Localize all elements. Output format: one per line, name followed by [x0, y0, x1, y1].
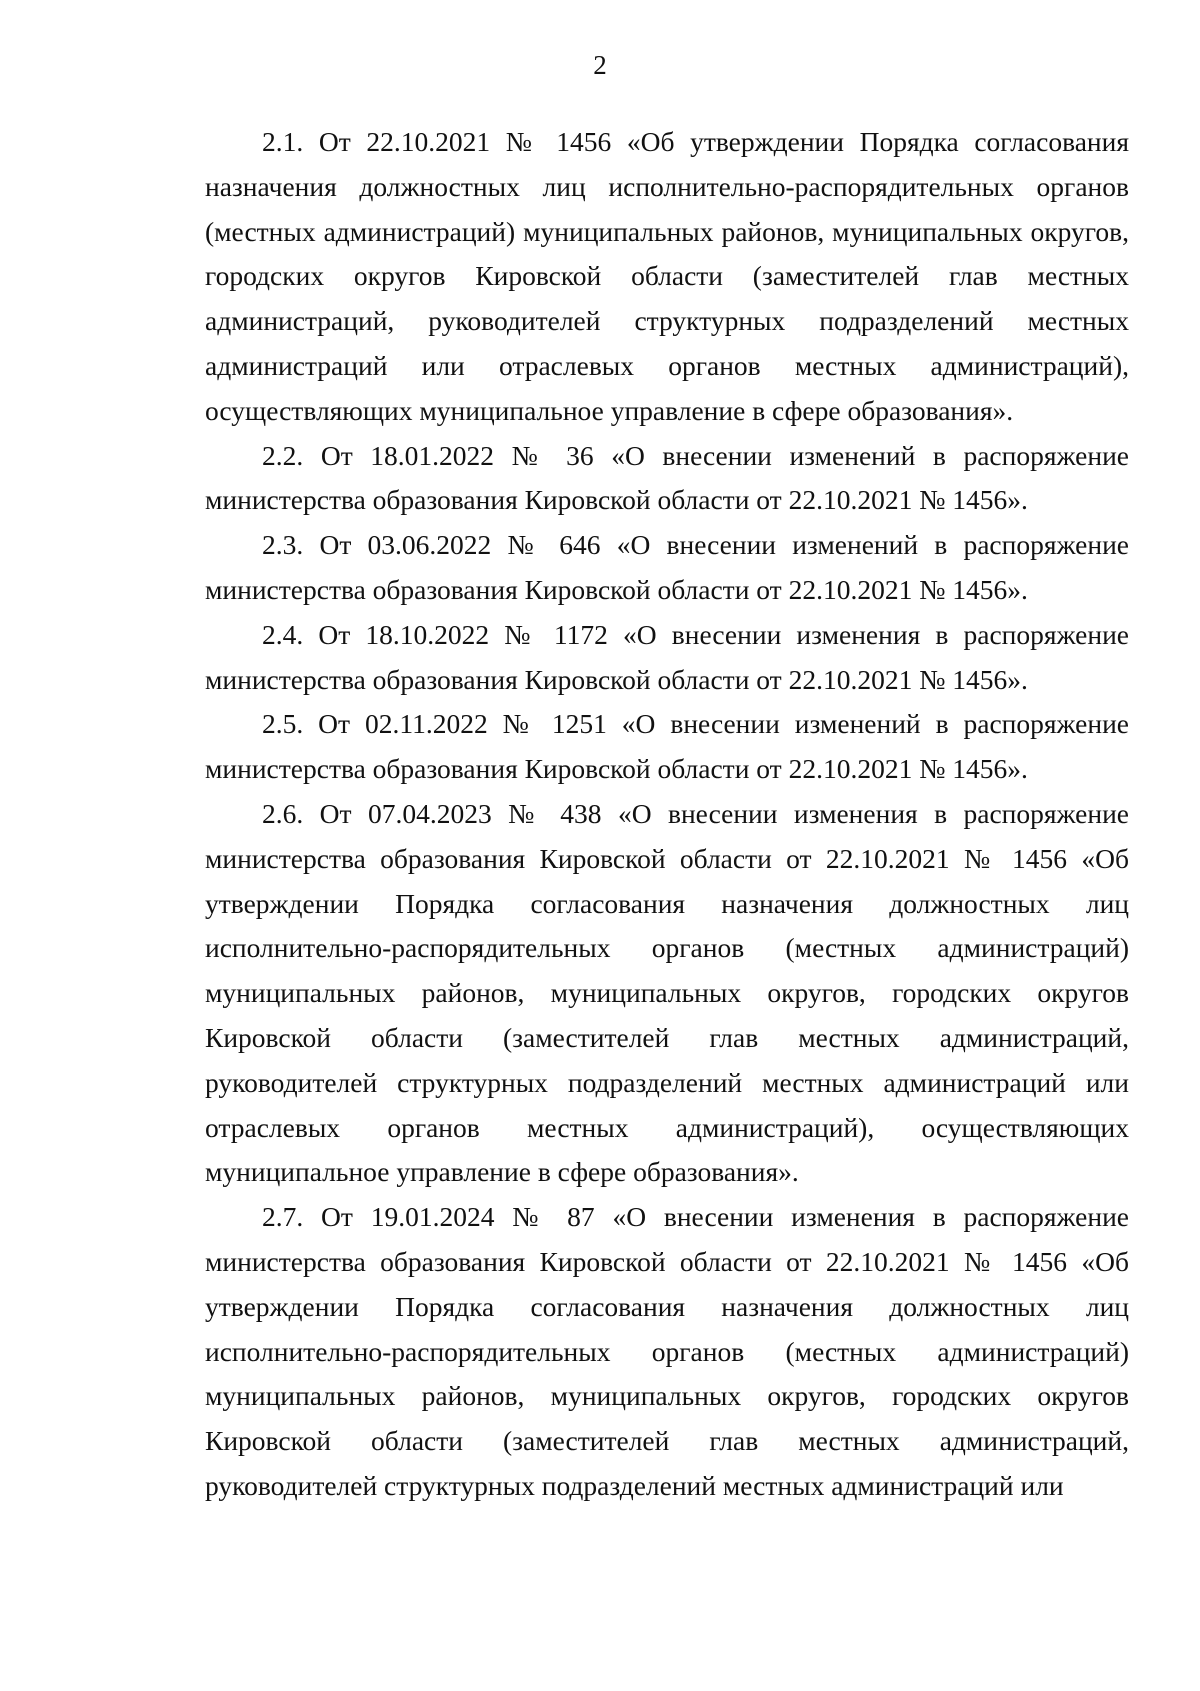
paragraph-2-2: 2.2. От 18.01.2022 № 36 «О внесении изменений в распоряжение министерства образования Кировской области от 22.10.2021 № 1456». [205, 439, 1129, 516]
paragraph-2-4: 2.4. От 18.10.2022 № 1172 «О внесении изменения в распоряжение министерства образования Кировской области от 22.10.2021 № 1456». [205, 618, 1129, 695]
document-body [205, 120, 1129, 1509]
paragraph-2-6: 2.6. От 07.04.2023 № 438 «О внесении изменения в распоряжение министерства образования Кировской области от 22.10.2021 № 1456 «Об утверждении Порядка согласования назначения должностных лиц исполнительно-распорядительных органов (местных администраций) муниципальных районов, муниципальных округов, городских округов Кировской области (заместителей глав местных администраций, руководителей структурных подразделений местных администраций или отраслевых органов местных администраций), осуществляющих муниципальное управление в сфере образования». [205, 797, 1129, 1188]
paragraph-2-1: 2.1. От 22.10.2021 № 1456 «Об утверждении Порядка согласования назначения должностных лиц исполнительно-распорядительных органов (местных администраций) муниципальных районов, муниципальных округов, городских округов Кировской области (заместителей глав местных администраций, руководителей структурных подразделений местных администраций или отраслевых органов местных администраций), осуществляющих муниципальное управление в сфере образования». [205, 126, 1129, 426]
paragraph-2-3: 2.3. От 03.06.2022 № 646 «О внесении изменений в распоряжение министерства образования Кировской области от 22.10.2021 № 1456». [205, 529, 1129, 605]
paragraph-2-7: 2.7. От 19.01.2024 № 87 «О внесении изменения в распоряжение министерства образования Кировской области от 22.10.2021 № 1456 «Об утверждении Порядка согласования назначения должностных лиц исполнительно-распорядительных органов (местных администраций) муниципальных районов, муниципальных округов, городских округов Кировской области (заместителей глав местных администраций, руководителей структурных подразделений местных администраций или [205, 1201, 1129, 1501]
page-number: 2 [593, 50, 607, 80]
paragraph-2-5: 2.5. От 02.11.2022 № 1251 «О внесении изменений в распоряжение министерства образования Кировской области от 22.10.2021 № 1456». [205, 708, 1129, 785]
